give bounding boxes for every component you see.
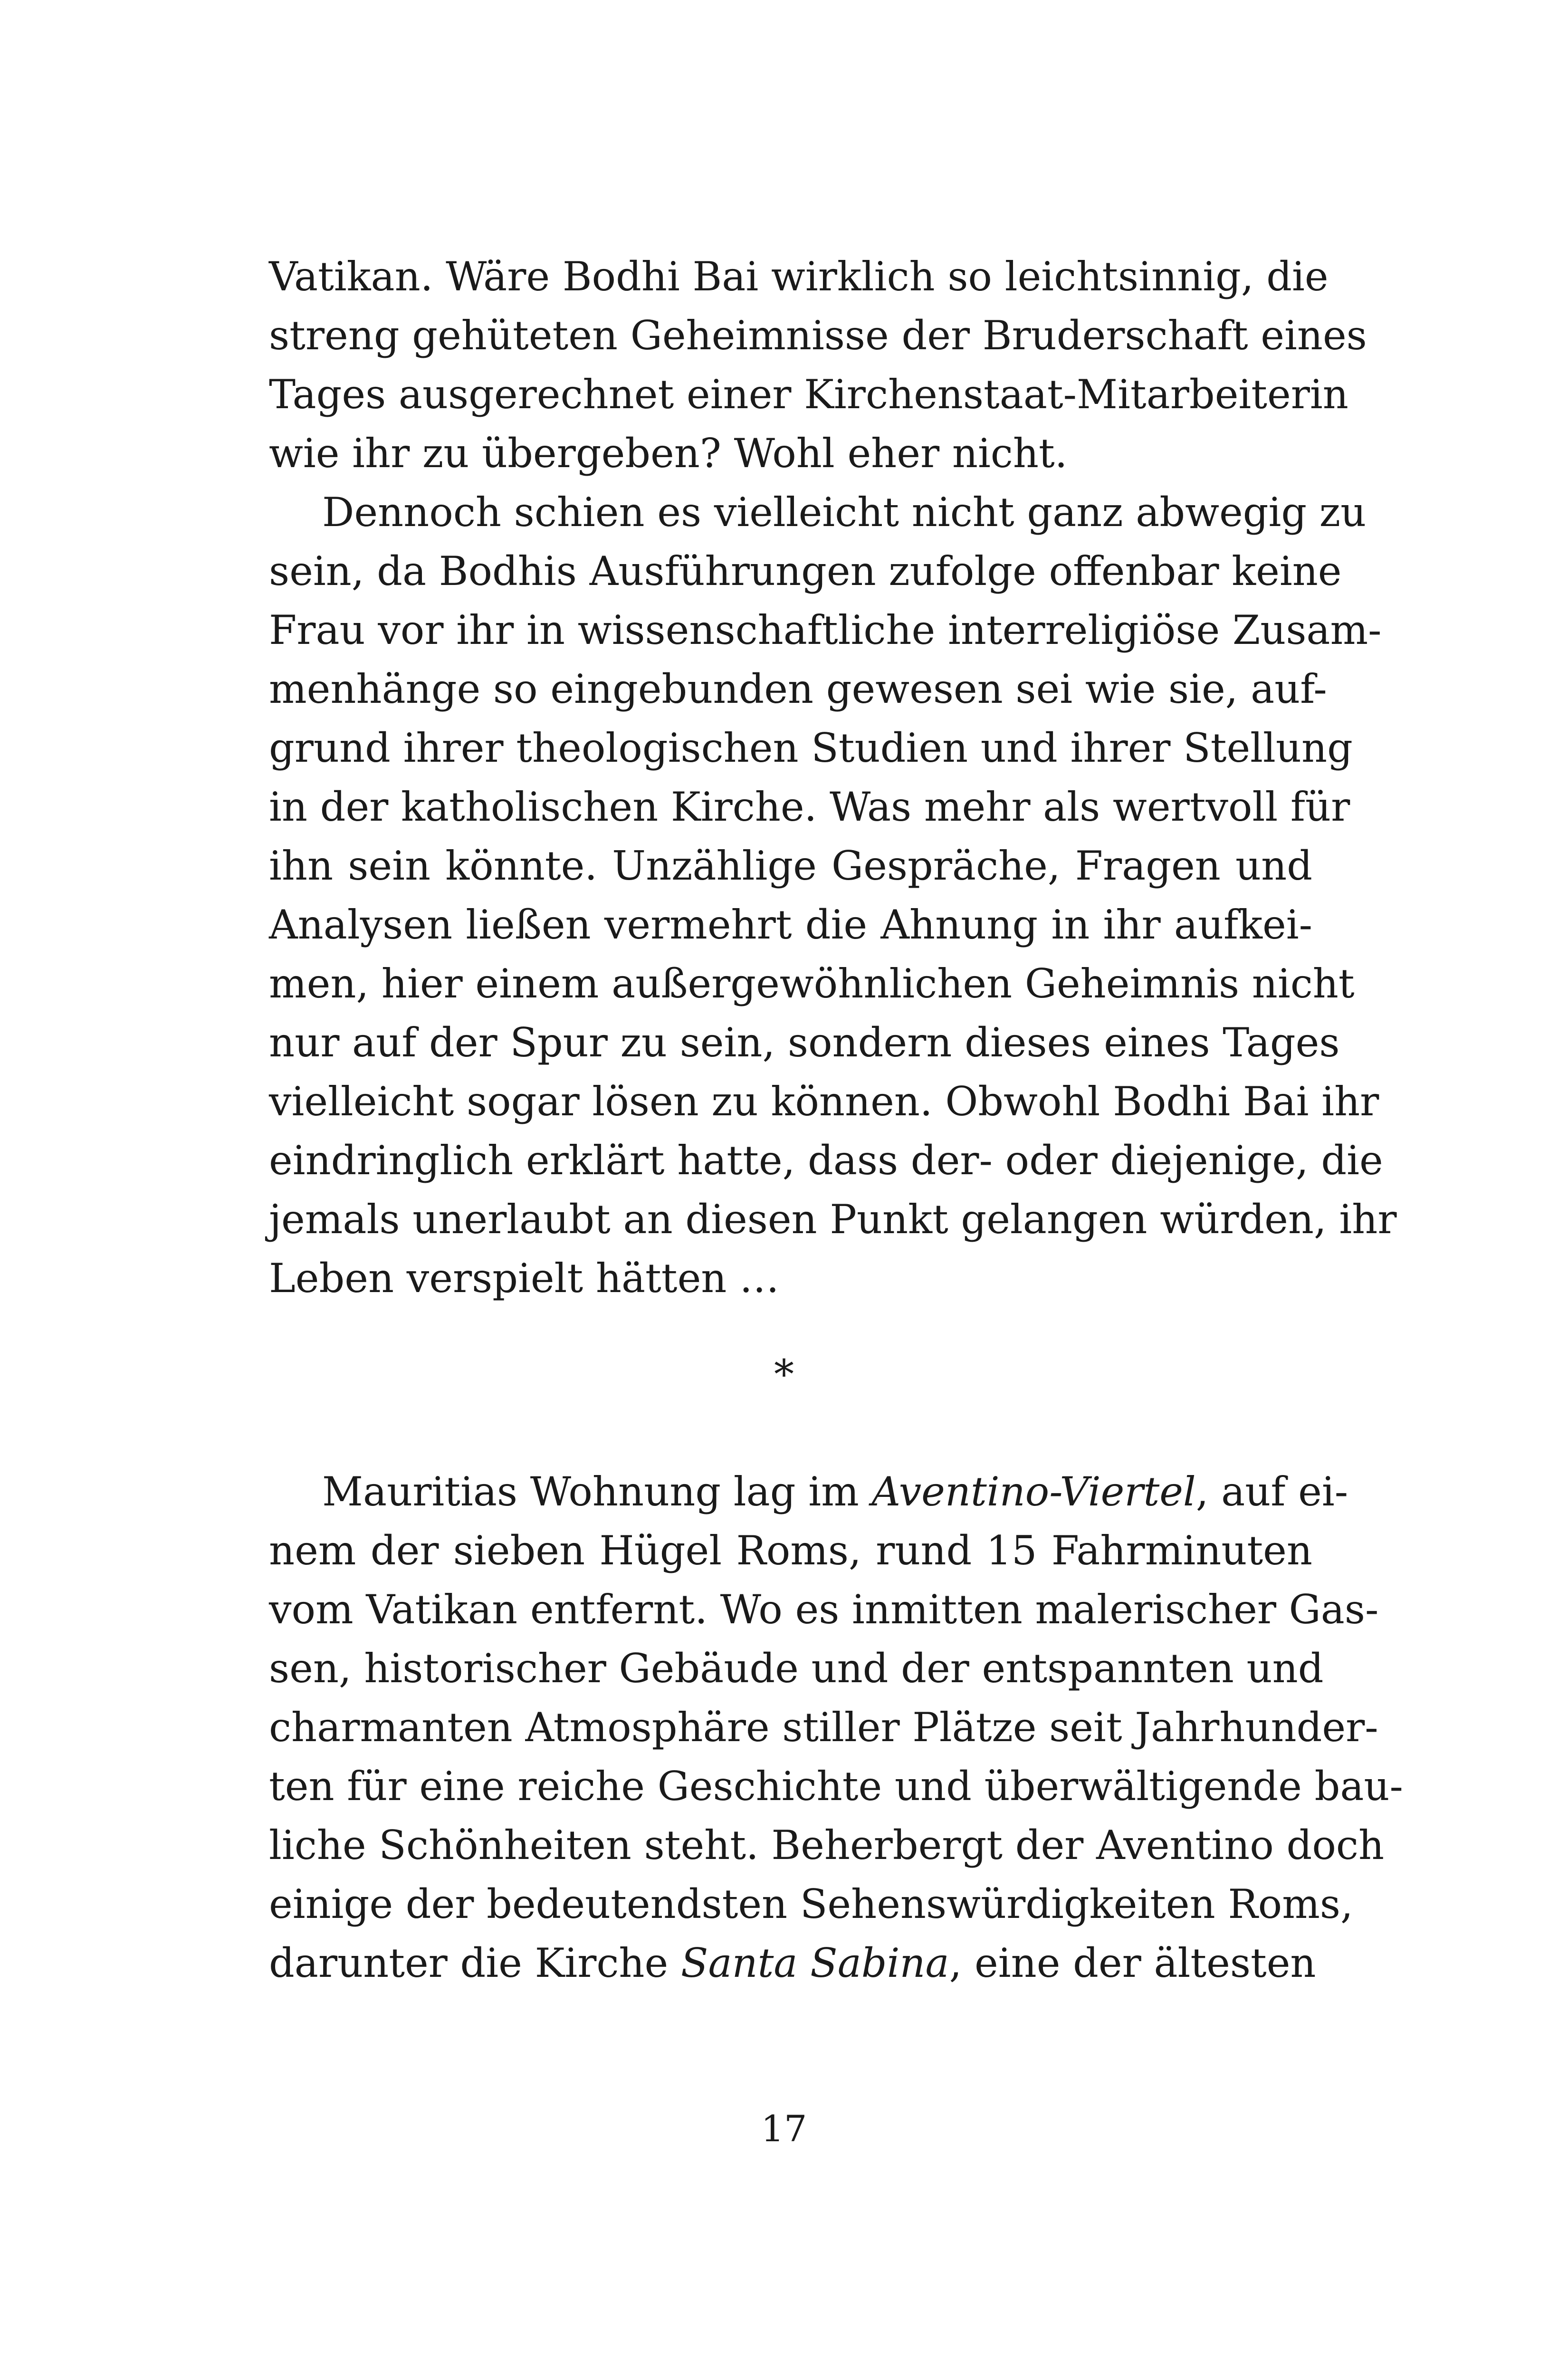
text-line: nem der sieben Hügel Roms, rund 15 Fahrminuten [269, 1527, 1312, 1574]
text-line: Tages ausgerechnet einer Kirchenstaat-Mitarbeiterin [269, 371, 1348, 418]
text-line: Dennoch schien es vielleicht nicht ganz abwegig zu [322, 489, 1367, 536]
paragraph-1 [269, 247, 1367, 483]
text-run: , auf ei- [1195, 1468, 1348, 1515]
text-line: charmanten Atmosphäre stiller Plätze seit Jahrhunder- [269, 1704, 1378, 1751]
text-line: liche Schönheiten steht. Beherbergt der Aventino doch [269, 1822, 1385, 1868]
text-run: Mauritias Wohnung lag im [322, 1468, 872, 1515]
text-line: menhänge so eingebunden gewesen sei wie sie, auf- [269, 666, 1327, 712]
section-separator: * [774, 1351, 794, 1398]
text-line [269, 1934, 1316, 1993]
text-line: ihn sein könnte. Unzählige Gespräche, Fragen und [269, 843, 1312, 889]
text-line: Leben verspielt hätten … [269, 1255, 780, 1302]
italic-place-name: Aventino-Viertel [871, 1468, 1196, 1515]
paragraph-2 [269, 483, 1397, 1308]
text-line: streng gehüteten Geheimnisse der Bruderschaft eines [269, 312, 1367, 359]
text-line: einige der bedeutendsten Sehenswürdigkeiten Roms, [269, 1881, 1353, 1927]
text-line: ten für eine reiche Geschichte und überwältigende bau- [269, 1763, 1403, 1810]
text-line: sein, da Bodhis Ausführungen zufolge offenbar keine [269, 548, 1342, 594]
text-line: in der katholischen Kirche. Was mehr als wertvoll für [269, 784, 1350, 830]
italic-church-name: Santa Sabina [680, 1940, 949, 1986]
text-line: vom Vatikan entfernt. Wo es inmitten malerischer Gas- [269, 1586, 1379, 1633]
text-line: sen, historischer Gebäude und der entspannten und [269, 1645, 1324, 1692]
text-line: nur auf der Spur zu sein, sondern dieses eines Tages [269, 1019, 1340, 1066]
text-line: eindringlich erklärt hatte, dass der- oder diejenige, die [269, 1137, 1383, 1184]
text-run: , eine der ältesten [949, 1940, 1316, 1986]
text-line: Frau vor ihr in wissenschaftliche interreligiöse Zusam- [269, 607, 1382, 653]
text-block-lower [269, 1462, 1403, 1993]
text-line [269, 1462, 1348, 1521]
text-line: vielleicht sogar lösen zu können. Obwohl Bodhi Bai ihr [269, 1078, 1379, 1125]
text-line: Analysen ließen vermehrt die Ahnung in ihr aufkei- [269, 901, 1312, 948]
paragraph-3 [269, 1462, 1403, 1993]
text-line: grund ihrer theologischen Studien und ihrer Stellung [269, 725, 1353, 771]
text-line: men, hier einem außergewöhnlichen Geheimnis nicht [269, 960, 1355, 1007]
text-line: wie ihr zu übergeben? Wohl eher nicht. [269, 430, 1068, 477]
text-line: Vatikan. Wäre Bodhi Bai wirklich so leichtsinnig, die [269, 253, 1329, 300]
text-run: darunter die Kirche [269, 1940, 681, 1986]
text-line: jemals unerlaubt an diesen Punkt gelangen würden, ihr [269, 1196, 1397, 1243]
text-block-upper [269, 247, 1397, 1308]
page-number: 17 [761, 2108, 807, 2150]
